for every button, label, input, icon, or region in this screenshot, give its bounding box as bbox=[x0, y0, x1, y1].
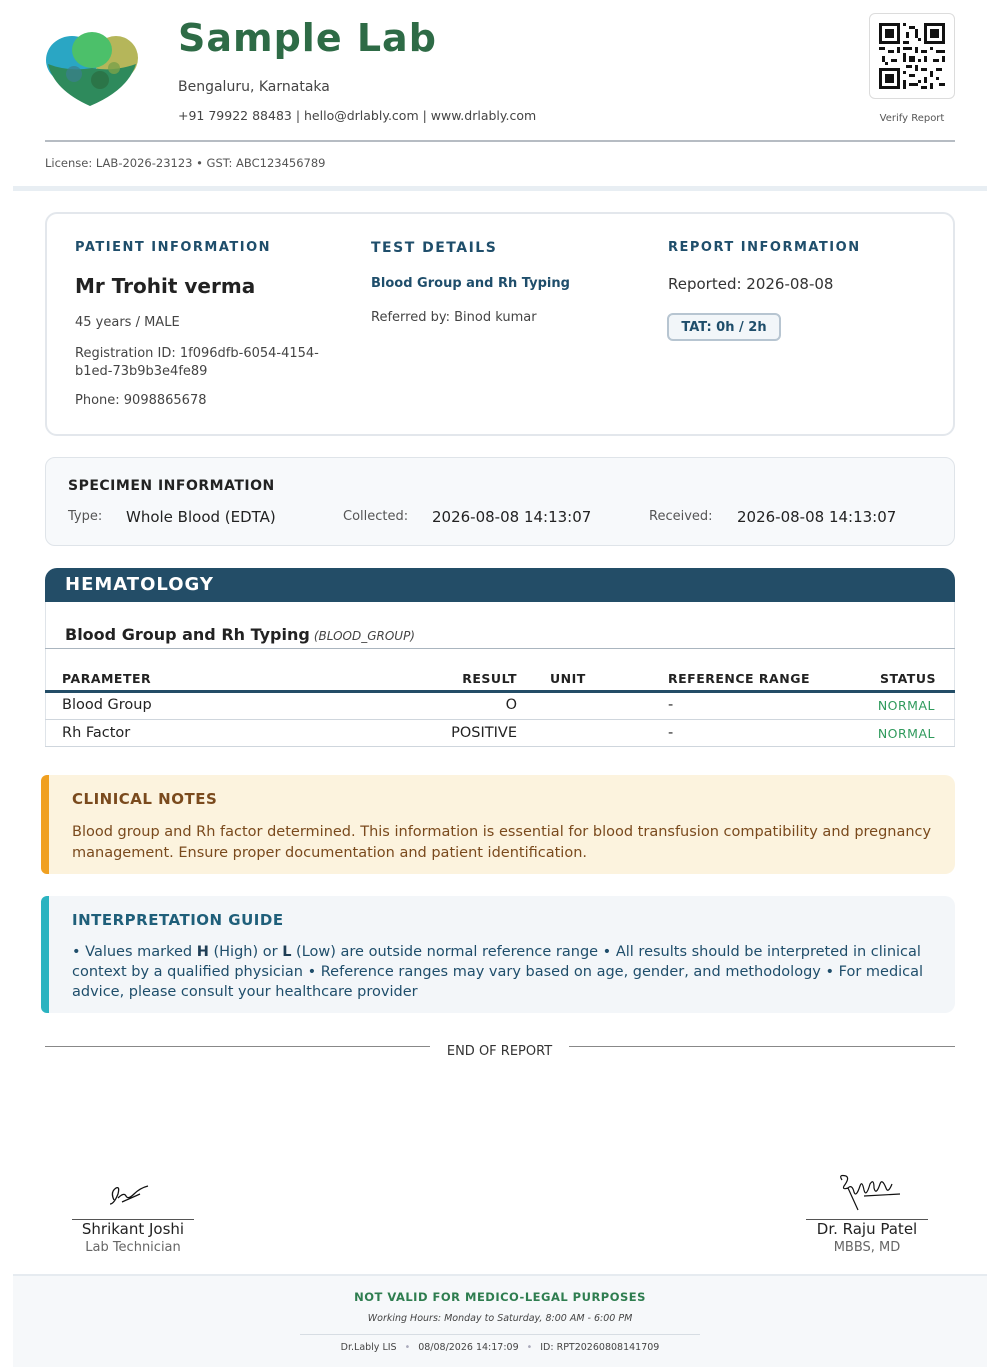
table-header-divider bbox=[45, 690, 955, 693]
footer-system: Dr.Lably LIS bbox=[340, 1342, 397, 1353]
col-header-reference-range: REFERENCE RANGE bbox=[668, 671, 810, 686]
collected-value: 2026-08-08 14:13:07 bbox=[432, 508, 592, 526]
test-section-name: Blood Group and Rh Typing bbox=[65, 625, 310, 644]
row-1-parameter: Blood Group bbox=[62, 697, 152, 713]
col-header-status: STATUS bbox=[880, 671, 936, 686]
verify-qr-code[interactable] bbox=[869, 13, 955, 99]
doctor-signature bbox=[834, 1170, 906, 1214]
header-divider bbox=[45, 140, 955, 142]
row-2-parameter: Rh Factor bbox=[62, 725, 131, 741]
table-row-divider bbox=[45, 719, 955, 720]
table-top-divider bbox=[45, 648, 955, 649]
row-1-result: O bbox=[505, 697, 517, 713]
technician-signature bbox=[100, 1174, 160, 1214]
end-of-report: END OF REPORT bbox=[446, 1044, 553, 1059]
department-title: HEMATOLOGY bbox=[65, 574, 214, 595]
clinical-notes-text: Blood group and Rh factor determined. This information is essential for blood transfusion compatibility and pregnancy management. Ensure proper documentation and patient identification. bbox=[72, 824, 932, 861]
footer-printed: 08/08/2026 14:17:09 bbox=[418, 1342, 519, 1353]
footer-working-hours: Working Hours: Monday to Saturday, 8:00 AM - 6:00 PM bbox=[367, 1313, 633, 1324]
lab-logo bbox=[44, 28, 140, 108]
received-label: Received: bbox=[649, 509, 713, 524]
header-band bbox=[13, 186, 987, 191]
report-info-heading: REPORT INFORMATION bbox=[668, 240, 861, 255]
lab-contact: +91 79922 88483 | hello@drlably.com | www.drlably.com bbox=[178, 108, 537, 123]
col-header-parameter: PARAMETER bbox=[62, 671, 152, 686]
row-2-status: NORMAL bbox=[877, 726, 935, 741]
footer-separator: • bbox=[404, 1342, 411, 1353]
lab-name: Sample Lab bbox=[178, 16, 437, 60]
collected-label: Collected: bbox=[343, 509, 409, 524]
specimen-heading: SPECIMEN INFORMATION bbox=[68, 478, 275, 494]
footer-divider bbox=[300, 1334, 700, 1335]
footer-report-id: ID: RPT20260808141709 bbox=[540, 1342, 660, 1353]
verify-report-label: Verify Report bbox=[879, 113, 945, 124]
patient-info-heading: PATIENT INFORMATION bbox=[75, 240, 272, 255]
patient-age-sex: 45 years / MALE bbox=[75, 315, 180, 330]
interpretation-part-1: • Values marked bbox=[72, 944, 197, 960]
clinical-notes-heading: CLINICAL NOTES bbox=[72, 790, 218, 808]
row-1-status: NORMAL bbox=[877, 698, 935, 713]
footer-separator: • bbox=[526, 1342, 533, 1353]
low-marker: L bbox=[282, 944, 292, 960]
footer-meta bbox=[0, 1342, 1000, 1353]
lab-city: Bengaluru, Karnataka bbox=[178, 79, 330, 95]
test-code: (BLOOD_GROUP) bbox=[313, 629, 415, 643]
doctor-qualification: MBBS, MD bbox=[833, 1240, 901, 1255]
patient-name: Mr Trohit verma bbox=[75, 274, 256, 298]
end-divider-right bbox=[569, 1046, 955, 1047]
test-section-title bbox=[65, 625, 415, 644]
row-2-range: - bbox=[668, 725, 674, 741]
specimen-card bbox=[45, 457, 955, 546]
license-info: License: LAB-2026-23123 • GST: ABC123456789 bbox=[45, 156, 326, 170]
patient-phone: Phone: 9098865678 bbox=[75, 393, 207, 408]
col-header-unit: UNIT bbox=[550, 671, 586, 686]
interpretation-text bbox=[72, 942, 932, 1002]
table-bottom-divider bbox=[45, 746, 955, 747]
technician-name: Shrikant Joshi bbox=[81, 1220, 185, 1238]
test-details-heading: TEST DETAILS bbox=[371, 240, 498, 256]
doctor-name: Dr. Raju Patel bbox=[816, 1220, 918, 1238]
end-divider-left bbox=[45, 1046, 430, 1047]
received-value: 2026-08-08 14:13:07 bbox=[737, 508, 897, 526]
referred-by: Referred by: Binod kumar bbox=[371, 310, 537, 325]
test-name: Blood Group and Rh Typing bbox=[371, 276, 570, 291]
col-header-result: RESULT bbox=[462, 671, 517, 686]
technician-role: Lab Technician bbox=[85, 1240, 181, 1255]
row-2-result: POSITIVE bbox=[451, 725, 517, 741]
tat-badge: TAT: 0h / 2h bbox=[667, 313, 781, 341]
specimen-type-label: Type: bbox=[68, 509, 103, 524]
footer-validity: NOT VALID FOR MEDICO-LEGAL PURPOSES bbox=[354, 1290, 646, 1304]
interpretation-part-3: (Low) are outside normal reference range • All results should be interpreted in clinical context by a qualified physician • Reference ranges may vary based on age, gender, and methodology • For medical advice, please consult your healthcare provider bbox=[72, 944, 924, 1000]
patient-registration-id: Registration ID: 1f096dfb-6054-4154-b1ed-73b9b3e4fe89 bbox=[75, 346, 319, 379]
row-1-range: - bbox=[668, 697, 674, 713]
high-marker: H bbox=[196, 944, 209, 960]
reported-date: Reported: 2026-08-08 bbox=[668, 275, 834, 293]
specimen-type-value: Whole Blood (EDTA) bbox=[126, 508, 276, 526]
interpretation-heading: INTERPRETATION GUIDE bbox=[72, 911, 284, 929]
interpretation-part-2: (High) or bbox=[208, 944, 283, 960]
